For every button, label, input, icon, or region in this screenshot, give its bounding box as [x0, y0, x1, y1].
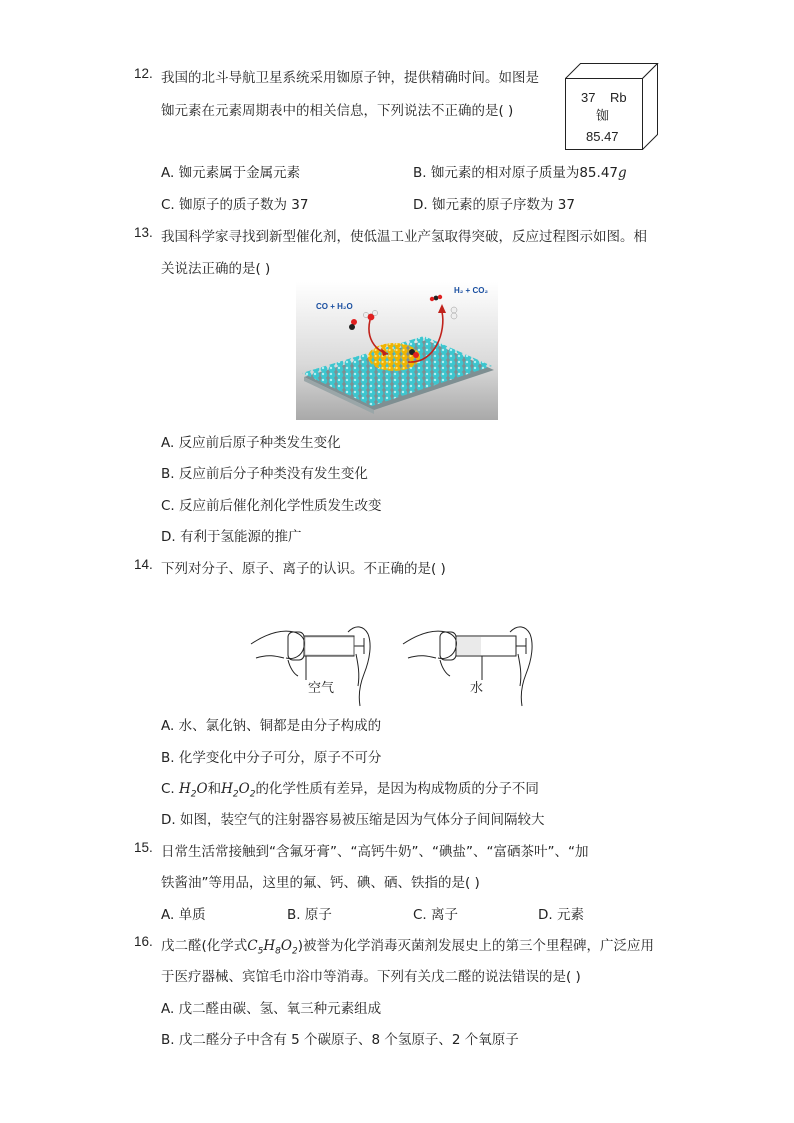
question-16-option-a: A. 戊二醛由碳、氢、氧三种元素组成: [161, 1001, 382, 1017]
question-15-stem-line2: 铁酱油”等用品，这里的氟、钙、碘、硒、铁指的是( ): [161, 875, 480, 891]
syringe-air-label: 空气: [308, 681, 335, 696]
element-name: 铷: [596, 109, 610, 124]
question-13-option-a: A. 反应前后原子种类发生变化: [161, 435, 341, 451]
question-14-stem: 下列对分子、原子、离子的认识。不正确的是( ): [161, 561, 446, 577]
question-15-stem-line1: 日常生活常接触到“含氟牙膏”、“高钙牛奶”、“碘盐”、“富硒茶叶”、“加: [161, 844, 589, 860]
question-12-stem-line1: 我国的北斗导航卫星系统采用铷原子钟，提供精确时间。如图是: [161, 70, 539, 86]
element-atomic-number: 37: [581, 90, 596, 105]
rubidium-element-card: [565, 63, 660, 150]
question-16-stem-line1: 戊二醛(化学式$C_5H_8O_2$)被誉为化学消毒灭菌剂发展史上的第三个里程碑，广泛应用: [161, 938, 654, 957]
syringe-figure: [246, 614, 548, 710]
question-14-option-d: D. 如图，装空气的注射器容易被压缩是因为气体分子间间隔较大: [161, 812, 545, 828]
question-13-option-c: C. 反应前后催化剂化学性质发生改变: [161, 498, 382, 514]
element-mass: 85.47: [586, 129, 619, 144]
question-13-number: 13.: [134, 225, 153, 240]
question-14-option-b: B. 化学变化中分子可分，原子不可分: [161, 750, 382, 766]
question-13-stem-line2: 关说法正确的是( ): [161, 261, 271, 277]
question-15-option-d: D. 元素: [538, 907, 584, 923]
question-13-option-d: D. 有利于氢能源的推广: [161, 529, 302, 545]
question-12-option-a: A. 铷元素属于金属元素: [161, 165, 301, 181]
question-12-stem-line2: 铷元素在元素周期表中的相关信息，下列说法不正确的是( ): [161, 103, 514, 119]
catalyst-reaction-figure: [296, 282, 498, 420]
question-14-option-a: A. 水、氯化钠、铜都是由分子构成的: [161, 718, 382, 734]
figure-left-label: CO + H₂O: [316, 302, 353, 311]
question-13-option-b: B. 反应前后分子种类没有发生变化: [161, 466, 368, 482]
question-12-option-c: C. 铷原子的质子数为 37: [161, 197, 309, 213]
question-12-number: 12.: [134, 66, 153, 81]
question-16-option-b: B. 戊二醛分子中含有 5 个碳原子、8 个氢原子、2 个氧原子: [161, 1032, 519, 1048]
question-15-option-a: A. 单质: [161, 907, 206, 923]
question-14-option-c: C. $H_2O$和$H_2O_2$的化学性质有差异，是因为构成物质的分子不同: [161, 781, 539, 800]
question-13-stem-line1: 我国科学家寻找到新型催化剂，使低温工业产氢取得突破，反应过程图示如图。相: [161, 229, 647, 245]
figure-right-label: H₂ + CO₂: [454, 286, 489, 295]
question-12-option-d: D. 铷元素的原子序数为 37: [413, 197, 575, 213]
question-12-option-b: B. 铷元素的相对原子质量为85.47g: [413, 165, 627, 181]
question-16-number: 16.: [134, 934, 153, 949]
question-15-number: 15.: [134, 840, 153, 855]
element-symbol: Rb: [610, 90, 627, 105]
question-15-option-c: C. 离子: [413, 907, 459, 923]
question-16-stem-line2: 于医疗器械、宾馆毛巾浴巾等消毒。下列有关戊二醛的说法错误的是( ): [161, 969, 581, 985]
question-14-number: 14.: [134, 557, 153, 572]
syringe-water-label: 水: [470, 681, 484, 696]
question-15-option-b: B. 原子: [287, 907, 332, 923]
